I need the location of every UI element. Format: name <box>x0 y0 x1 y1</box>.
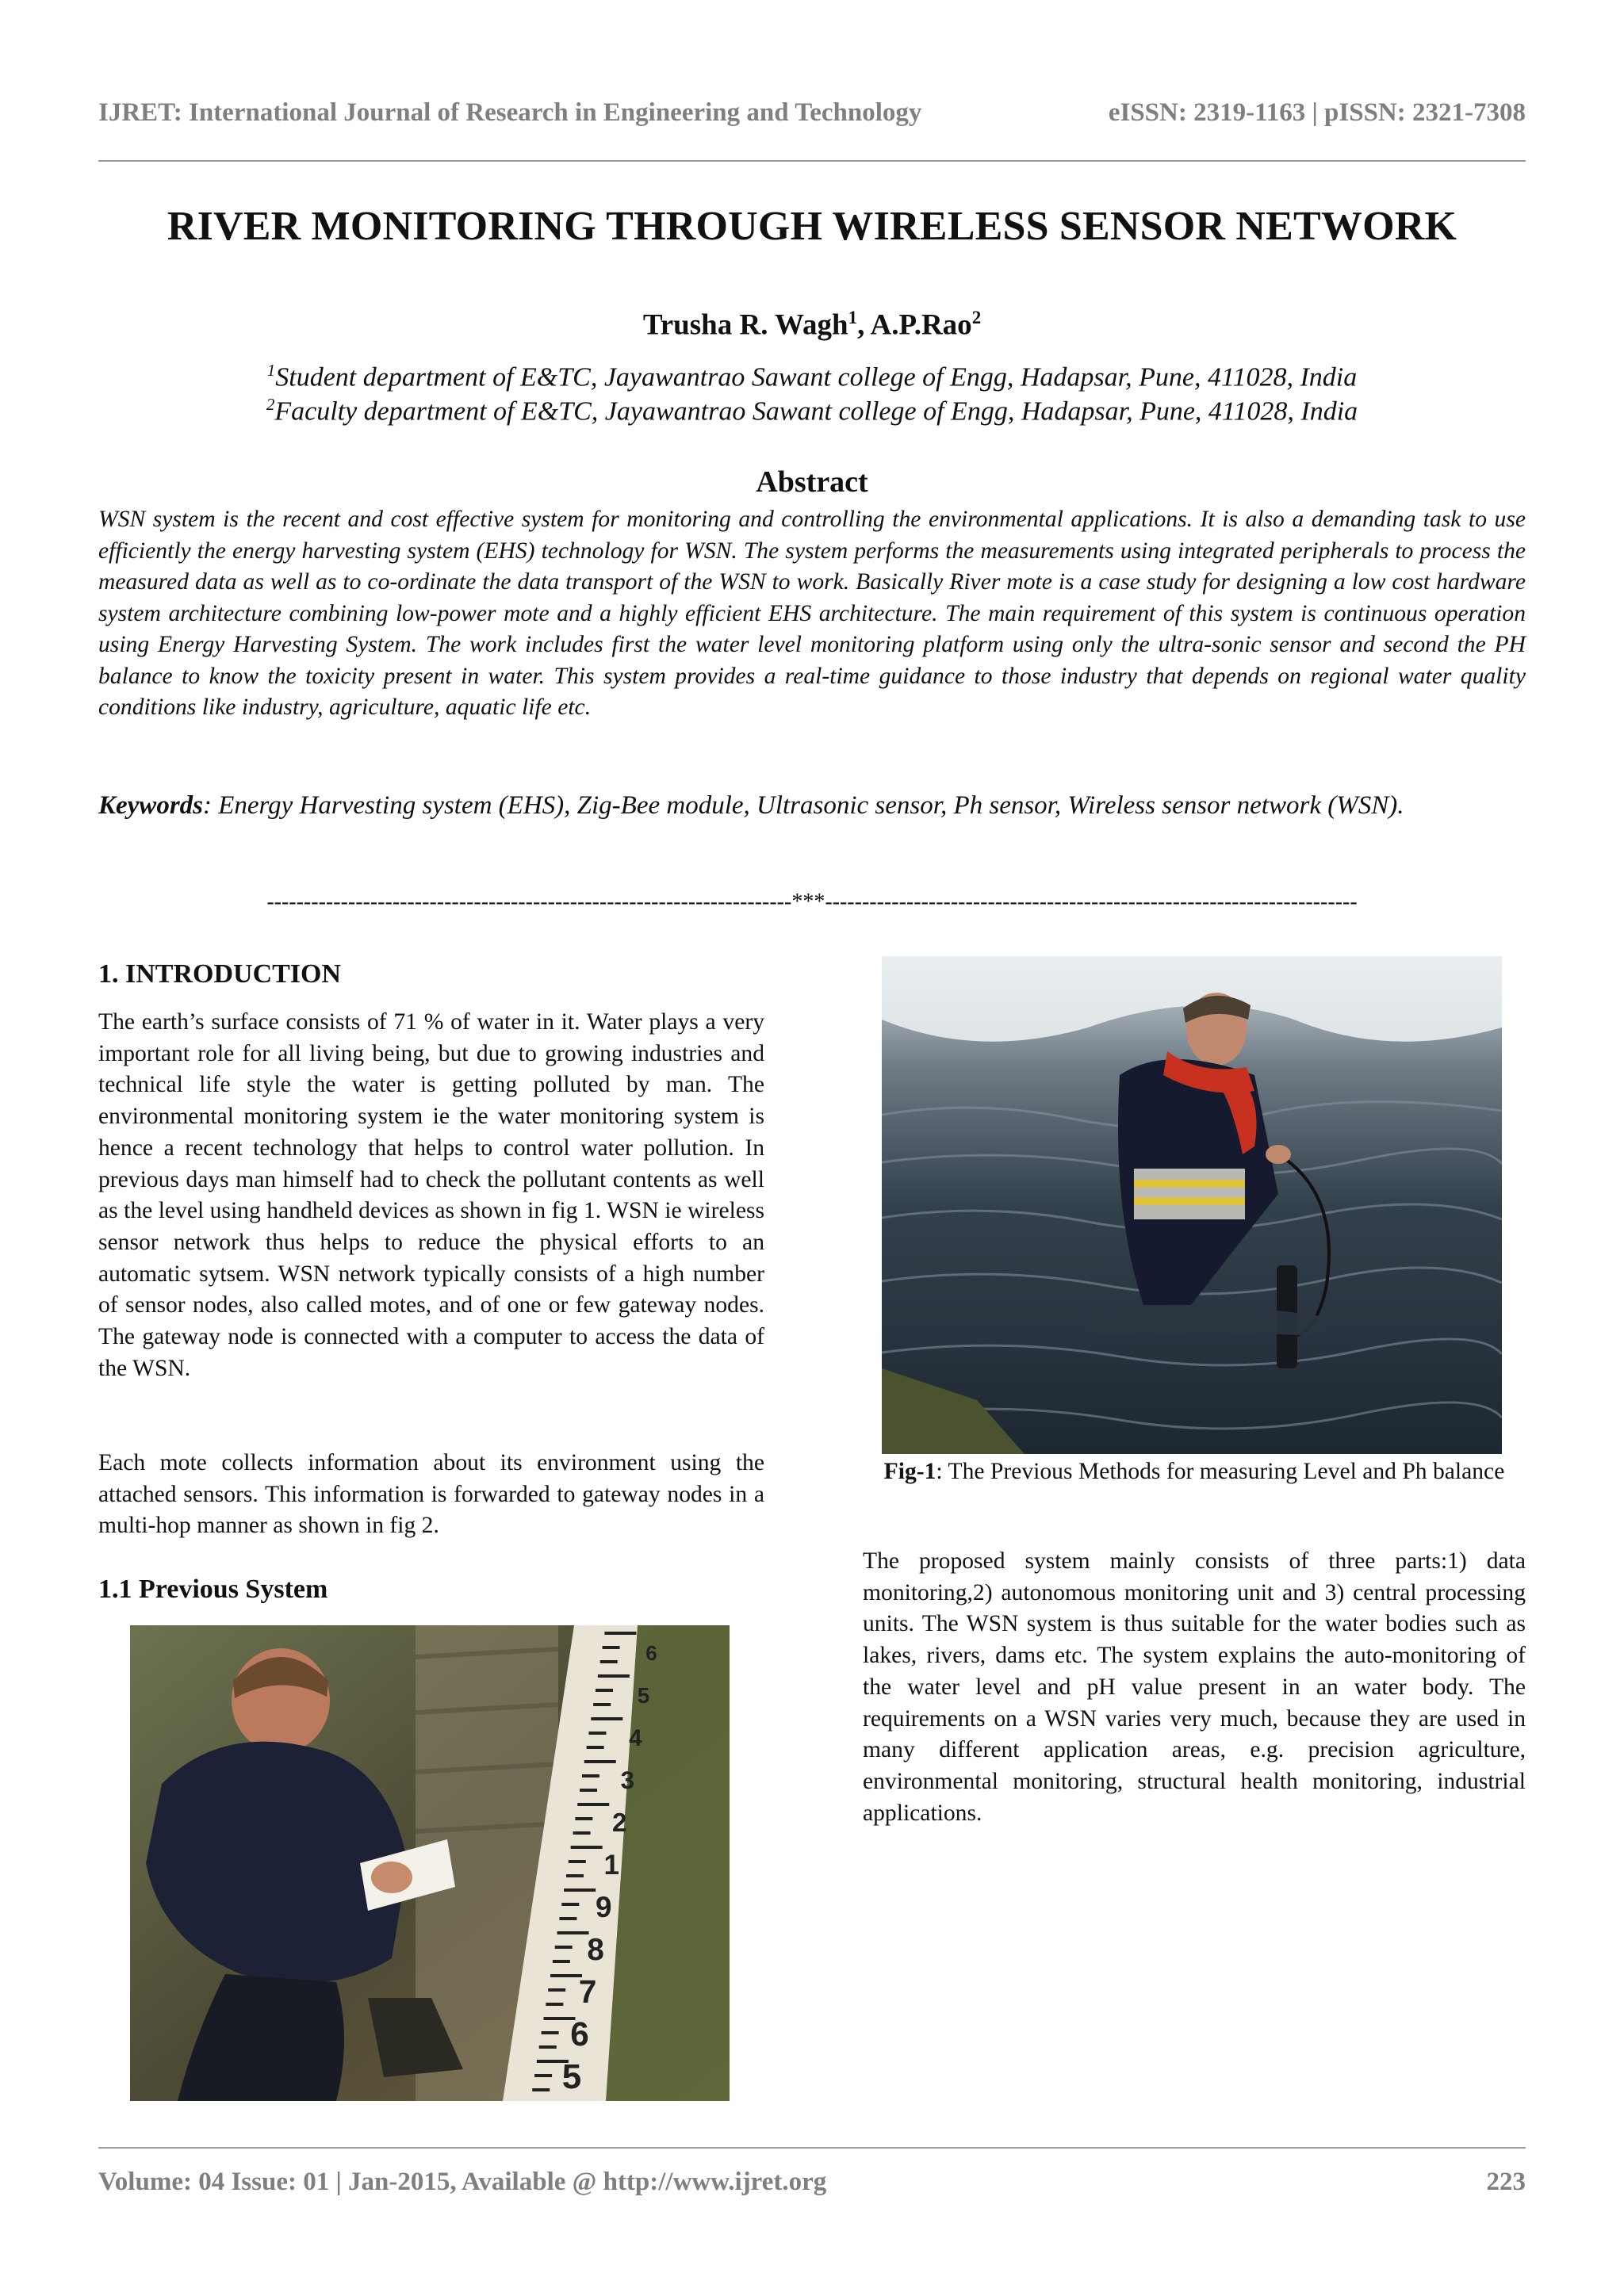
paper-title: RIVER MONITORING THROUGH WIRELESS SENSOR NETWORK <box>167 204 1457 249</box>
affiliation-1 <box>0 361 1624 392</box>
affiliation-2 <box>0 395 1624 427</box>
footer-volume-info: Volume: 04 Issue: 01 | Jan-2015, Available @ http://www.ijret.org <box>98 2168 827 2196</box>
author-2-sup: 2 <box>971 308 982 327</box>
page-number: 223 <box>1486 2168 1526 2196</box>
author-2: A.P.Rao <box>870 308 972 342</box>
header-rule <box>98 160 1526 162</box>
journal-name: IJRET: International Journal of Research in Engineering and Technology <box>98 98 922 127</box>
abstract-heading: Abstract <box>756 465 868 499</box>
gauge-number: 8 <box>587 1933 604 1967</box>
intro-paragraph-2: Each mote collects information about its environment using the attached sensors. This information is forwarded to gateway nodes in a multi-hop manner as shown in fig 2. <box>98 1450 764 1539</box>
section-heading-introduction: 1. INTRODUCTION <box>98 959 342 989</box>
gauge-photo <box>130 1625 730 2101</box>
gauge-number: 2 <box>612 1808 627 1838</box>
keywords-text: : Energy Harvesting system (EHS), Zig-Bee module, Ultrasonic sensor, Ph sensor, Wireless sensor network (WSN). <box>203 791 1404 820</box>
issn-info: eISSN: 2319-1163 | pISSN: 2321-7308 <box>1108 98 1526 127</box>
author-1-sup: 1 <box>848 308 858 327</box>
figure-1-caption <box>863 1456 1526 1487</box>
abstract-text: WSN system is the recent and cost effective system for monitoring and controlling the environmental applications. It is also a demanding task to use efficiently the energy harvesting system (EHS) technology for WSN. The system performs the measurements using integrated peripherals to process the measured data as well as to co-ordinate the data transport of the WSN to work. Basically River mote is a case study for designing a low cost hardware system architecture combining low-power mote and a highly efficient EHS architecture. The main requirement of this system is continuous operation using Energy Harvesting System. The work includes first the water level monitoring platform using only the ultra-sonic sensor and second the PH balance to know the toxicity present in water. This system provides a real-time guidance to those industry that depends on regional water quality conditions like industry, agriculture, aquatic life etc. <box>98 507 1526 720</box>
intro-paragraph-1: The earth’s surface consists of 71 % of water in it. Water plays a very important role for all living being, but due to growing industries and technical life style the water is getting polluted by man. The environmental monitoring system ie the water monitoring system is hence a recent technology that helps to control water pollution. In previous days man himself had to check the pollutant contents as well as the level using handheld devices as shown in fig 1. WSN ie wireless sensor network thus helps to reduce the physical efforts to an automatic sytsem. WSN network typically consists of a high number of sensor nodes, also called motes, and of one or few gateway nodes. The gateway node is connected with a computer to access the data of the WSN. <box>98 1009 764 1381</box>
gauge-number: 6 <box>645 1641 657 1665</box>
affiliation-2-sup: 2 <box>266 395 275 414</box>
author-1: Trusha R. Wagh <box>642 308 848 342</box>
keywords-label: Keywords <box>98 791 203 820</box>
affiliation-2-text: Faculty department of E&TC, Jayawantrao Sawant college of Engg, Hadapsar, Pune, 411028, India <box>274 396 1358 427</box>
proposed-system-paragraph: The proposed system mainly consists of three parts:1) data monitoring,2) autonomous monitoring unit and 3) central processing units. The WSN system is thus suitable for the water bodies such as lakes, rivers, dams etc. The system explains the auto-monitoring of the water level and pH value present in an water body. The requirements on a WSN varies very much, because they are used in many different application areas, e.g. precision agriculture, environmental monitoring, structural health monitoring, industrial applications. <box>863 1548 1526 1826</box>
gauge-number: 4 <box>629 1725 642 1751</box>
affiliation-1-sup: 1 <box>266 361 276 380</box>
gauge-number: 9 <box>595 1891 612 1923</box>
gauge-number: 6 <box>570 2015 589 2053</box>
figure-1-label: Fig-1 <box>883 1459 936 1484</box>
author-separator: , <box>857 308 871 342</box>
gauge-number: 7 <box>578 1973 597 2010</box>
gauge-number: 3 <box>620 1766 635 1794</box>
gauge-number: 5 <box>561 2057 582 2096</box>
figure-1-caption-text: : The Previous Methods for measuring Level and Ph balance <box>936 1459 1505 1484</box>
authors <box>0 308 1624 342</box>
affiliation-1-text: Student department of E&TC, Jayawantrao Sawant college of Engg, Hadapsar, Pune, 411028, India <box>275 362 1358 392</box>
section-heading-previous-system: 1.1 Previous System <box>98 1575 328 1604</box>
gauge-number: 5 <box>637 1683 650 1708</box>
keywords <box>98 785 1526 827</box>
river-photo <box>882 956 1502 1454</box>
gauge-number: 1 <box>603 1850 619 1881</box>
footer-rule <box>98 2147 1526 2149</box>
section-separator: -----------------------------------------------------------------------***------------------------------------------------------------------------ <box>266 890 1358 913</box>
